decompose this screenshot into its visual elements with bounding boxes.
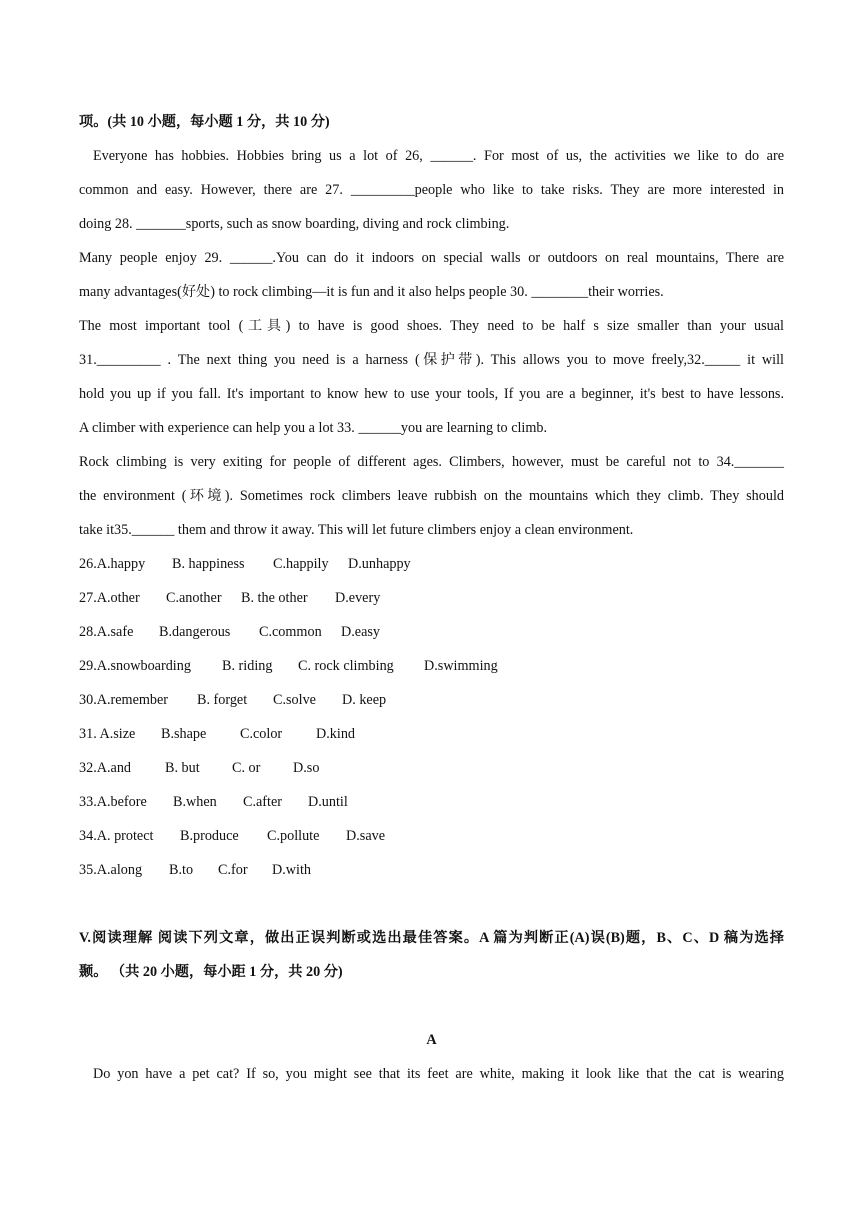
section-v-header: V.阅读理解 阅读下列文章，做出正误判断或选出最佳答案。A 篇为判断正(A)误(B)题，B、C、D 稿为选择: [79, 930, 784, 946]
option-d: D.until: [308, 794, 348, 810]
section-v-header-line2: 颞。 （共 20 小题，每小距 1 分，共 20 分): [79, 964, 343, 980]
option-b: B.dangerous: [159, 624, 231, 640]
option-d: D.every: [335, 590, 381, 606]
passage-line: Many people enjoy 29. ______.You can do it indoors on special walls or outdoors on real mountains, There are: [79, 250, 784, 266]
passage-line: the environment (环境). Sometimes rock climbers leave rubbish on the mountains which they climb. They should: [79, 488, 784, 504]
option-c: C.happily: [273, 556, 329, 572]
option-a: 29.A.snowboarding: [79, 658, 191, 674]
option-b: B.to: [169, 862, 194, 878]
option-b: B. happiness: [172, 556, 245, 572]
option-c: C.solve: [273, 692, 316, 708]
passage-line: doing 28. _______sports, such as snow boarding, diving and rock climbing.: [79, 216, 510, 232]
passage-line: Everyone has hobbies. Hobbies bring us a lot of 26, ______. For most of us, the activities we like to do are: [93, 148, 784, 164]
passage-line: 31._________ . The next thing you need is a harness (保护带). This allows you to move freely,32._____ it will: [79, 352, 784, 368]
passage-line: take it35.______ them and throw it away. This will let future climbers enjoy a clean environment.: [79, 522, 634, 538]
option-b: B. forget: [197, 692, 248, 708]
option-d: D.easy: [341, 624, 381, 640]
option-d: D.save: [346, 828, 386, 844]
option-b: B.when: [173, 794, 217, 810]
option-c: C. or: [232, 760, 261, 776]
passage-line: common and easy. However, there are 27. _________people who like to take risks. They are more interested in: [79, 182, 784, 198]
passage-line: Rock climbing is very exiting for people of different ages. Climbers, however, must be careful not to 34._______: [79, 454, 784, 470]
option-a: 26.A.happy: [79, 556, 146, 572]
option-d: D.kind: [316, 726, 356, 742]
option-b: B. riding: [222, 658, 273, 674]
option-a: 32.A.and: [79, 760, 132, 776]
option-c: C.for: [218, 862, 248, 878]
option-b: B. but: [165, 760, 200, 776]
option-c: C.pollute: [267, 828, 320, 844]
option-c: C.another: [166, 590, 222, 606]
option-d: D.swimming: [424, 658, 498, 674]
option-d: D.so: [293, 760, 320, 776]
option-d: D. keep: [342, 692, 387, 708]
option-a: 27.A.other: [79, 590, 140, 606]
passage-line: The most important tool (工具) to have is good shoes. They need to be half s size smaller than your usual: [79, 318, 784, 334]
option-c: C. rock climbing: [298, 658, 394, 674]
option-a: 33.A.before: [79, 794, 147, 810]
option-d: D.with: [272, 862, 312, 878]
option-d: D.unhappy: [348, 556, 411, 572]
section-header-continued: 项。(共 10 小题，每小题 1 分，共 10 分): [79, 114, 330, 130]
option-b: B. the other: [241, 590, 308, 606]
passage-line: A climber with experience can help you a lot 33. ______you are learning to climb.: [79, 420, 548, 436]
option-c: C.common: [259, 624, 322, 640]
passage-line: hold you up if you fall. It's important to know hew to use your tools, If you are a beginner, it's best to have lessons.: [79, 386, 784, 402]
option-a: 30.A.remember: [79, 692, 169, 708]
passage-a-first-line: Do yon have a pet cat? If so, you might see that its feet are white, making it look like that the cat is wearing: [93, 1066, 784, 1082]
passage-line: many advantages(好处) to rock climbing—it is fun and it also helps people 30. ________their worries.: [79, 284, 664, 300]
option-c: C.color: [240, 726, 283, 742]
option-a: 35.A.along: [79, 862, 143, 878]
option-a: 31. A.size: [79, 726, 136, 742]
option-a: 34.A. protect: [79, 828, 154, 844]
option-c: C.after: [243, 794, 282, 810]
option-b: B.produce: [180, 828, 239, 844]
option-b: B.shape: [161, 726, 207, 742]
option-a: 28.A.safe: [79, 624, 134, 640]
passage-a-label: A: [426, 1032, 437, 1048]
